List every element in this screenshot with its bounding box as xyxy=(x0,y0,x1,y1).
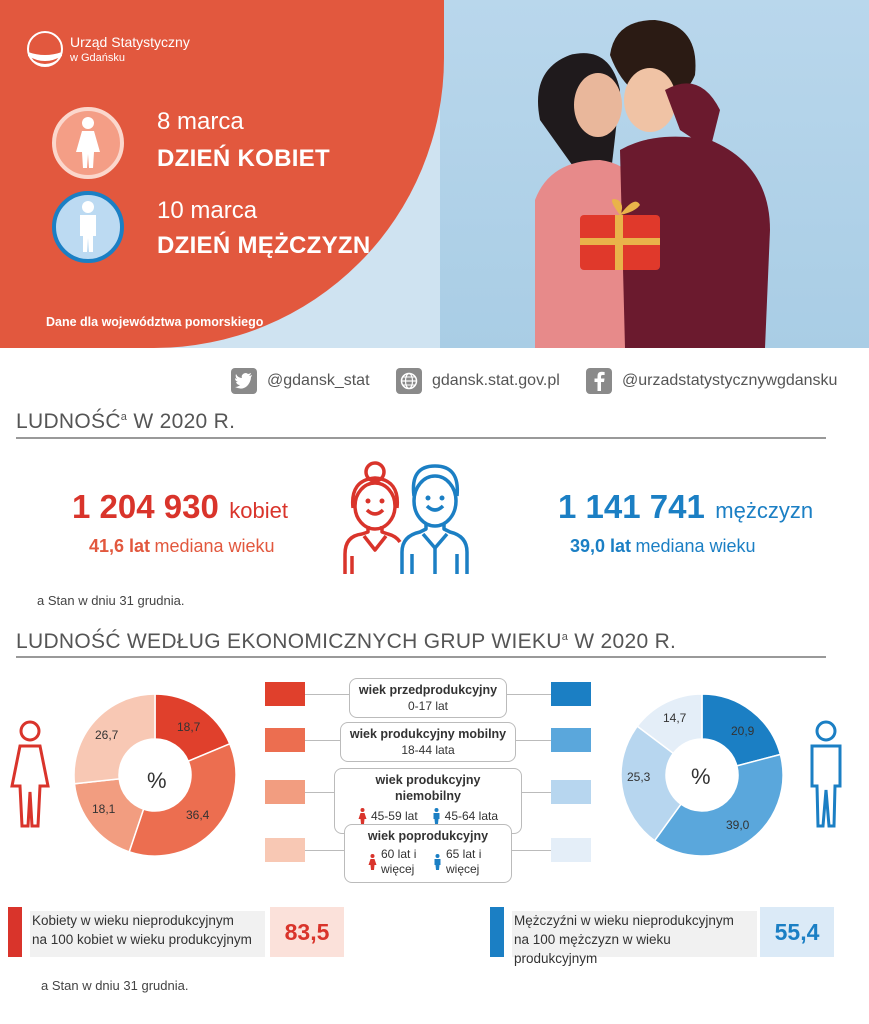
legend-swatch-men-nonmobile xyxy=(551,780,591,804)
legend-swatch-men-preproductive xyxy=(551,682,591,706)
women-ratio-bar xyxy=(8,907,22,957)
women-ratio-text xyxy=(30,911,265,957)
man-outline-icon xyxy=(808,720,844,832)
legend-mobile xyxy=(340,722,516,762)
men-slice-label-1: 39,0 xyxy=(726,818,750,832)
men-slice-label-3: 14,7 xyxy=(663,711,687,725)
legend-postproductive xyxy=(344,824,512,883)
section2-title-year: W 2020 R. xyxy=(574,630,677,653)
section1-divider xyxy=(16,437,826,439)
legend-swatch-men-postproductive xyxy=(551,838,591,862)
man-icon xyxy=(73,200,103,254)
logo xyxy=(26,24,64,74)
men-ratio-text xyxy=(512,911,757,966)
women-slice-label-1: 36,4 xyxy=(186,808,210,822)
women-ratio-value: 83,5 xyxy=(270,907,344,957)
legend-nonmobile-title: wiek produkcyjny niemobilny xyxy=(375,773,481,803)
twitter-handle[interactable]: @gdansk_stat xyxy=(267,372,370,389)
legend-preproductive-range: 0-17 lat xyxy=(407,699,449,713)
women-median-row xyxy=(89,536,275,557)
men-day-title: DZIEŃ MĘŻCZYZN xyxy=(157,232,371,259)
globe-icon[interactable] xyxy=(396,368,422,394)
section2-title xyxy=(16,630,676,654)
couple-icon xyxy=(340,456,470,578)
men-median-row xyxy=(570,536,756,557)
women-count: 1 204 930 xyxy=(72,488,219,525)
logo-name: Urząd Statystyczny xyxy=(70,34,190,50)
section2-divider xyxy=(16,656,826,658)
section2-title-sup: a xyxy=(561,631,569,643)
women-count-row xyxy=(72,488,288,526)
legend-mobile-title: wiek produkcyjny mobilny xyxy=(349,727,507,741)
section2-footnote: a Stan w dniu 31 grudnia. xyxy=(41,978,189,993)
header-banner xyxy=(0,0,869,348)
legend-swatch-women-preproductive xyxy=(265,682,305,706)
legend-swatch-women-nonmobile xyxy=(265,780,305,804)
men-median-label: mediana wieku xyxy=(635,536,756,556)
women-center-percent: % xyxy=(147,768,167,793)
men-day-date: 10 marca xyxy=(157,197,258,224)
facebook-handle[interactable]: @urzadstatystycznywgdansku xyxy=(622,372,838,389)
logo-city: w Gdańsku xyxy=(70,52,126,64)
men-count-row xyxy=(558,488,813,526)
small-woman-icon xyxy=(358,808,367,824)
woman-circle-icon xyxy=(52,107,124,179)
small-man-icon xyxy=(433,854,442,870)
men-slice-label-2: 25,3 xyxy=(627,770,651,784)
facebook-icon[interactable] xyxy=(586,368,612,394)
twitter-icon[interactable] xyxy=(231,368,257,394)
women-ratio-text-line1: Kobiety w wieku nieprodukcyjnym xyxy=(32,913,234,928)
woman-outline-icon xyxy=(10,720,50,832)
section1-title xyxy=(16,410,235,434)
men-count: 1 141 741 xyxy=(558,488,705,525)
women-donut-slice-1 xyxy=(129,744,236,856)
women-slice-label-0: 18,7 xyxy=(177,720,201,734)
website-link[interactable]: gdansk.stat.gov.pl xyxy=(432,372,560,389)
legend-preproductive xyxy=(349,678,507,718)
legend-swatch-women-mobile xyxy=(265,728,305,752)
small-woman-icon xyxy=(368,854,377,870)
section2-title-main: LUDNOŚĆ WEDŁUG EKONOMICZNYCH GRUP WIEKU xyxy=(16,630,562,653)
woman-icon xyxy=(73,116,103,170)
legend-postproductive-title: wiek poprodukcyjny xyxy=(367,829,489,843)
legend-nonmobile-women-range: 45-59 lat xyxy=(370,809,418,823)
men-median-value: 39,0 lat xyxy=(570,536,632,556)
legend-preproductive-title: wiek przedprodukcyjny xyxy=(358,683,498,697)
small-man-icon xyxy=(432,808,441,824)
men-center-percent: % xyxy=(691,764,711,789)
women-median-value: 41,6 lat xyxy=(89,536,151,556)
section1-footnote: a Stan w dniu 31 grudnia. xyxy=(37,593,185,608)
logo-icon xyxy=(26,24,64,74)
women-word: kobiet xyxy=(229,498,288,523)
legend-mobile-range: 18-44 lata xyxy=(401,743,455,757)
men-ratio-value: 55,4 xyxy=(760,907,834,957)
legend-swatch-women-postproductive xyxy=(265,838,305,862)
women-median-label: mediana wieku xyxy=(154,536,275,556)
orange-panel xyxy=(0,0,444,348)
region-note: Dane dla województwa pomorskiego xyxy=(46,315,264,329)
section1-title-main: LUDNOŚĆ xyxy=(16,410,121,433)
men-word: mężczyzn xyxy=(715,498,814,523)
women-day-date: 8 marca xyxy=(157,108,244,135)
women-slice-label-3: 26,7 xyxy=(95,728,119,742)
men-ratio-text-line2: na 100 mężczyzn w wieku produkcyjnym xyxy=(514,932,671,966)
women-ratio-text-line2: na 100 kobiet w wieku produkcyjnym xyxy=(32,932,252,947)
men-slice-label-0: 20,9 xyxy=(731,724,755,738)
section1-title-sup: a xyxy=(120,411,128,423)
legend-postproductive-women-range: 60 lat i więcej xyxy=(381,847,417,876)
legend-postproductive-men-range: 65 lat i więcej xyxy=(446,847,482,876)
men-ratio-text-line1: Mężczyźni w wieku nieprodukcyjnym xyxy=(514,913,734,928)
couple-photo xyxy=(440,0,869,348)
legend-swatch-men-mobile xyxy=(551,728,591,752)
women-slice-label-2: 18,1 xyxy=(92,802,116,816)
legend-nonmobile-men-range: 45-64 lata xyxy=(444,809,499,823)
section1-title-year: W 2020 R. xyxy=(133,410,236,433)
man-circle-icon xyxy=(52,191,124,263)
men-ratio-bar xyxy=(490,907,504,957)
women-day-title: DZIEŃ KOBIET xyxy=(157,145,330,172)
